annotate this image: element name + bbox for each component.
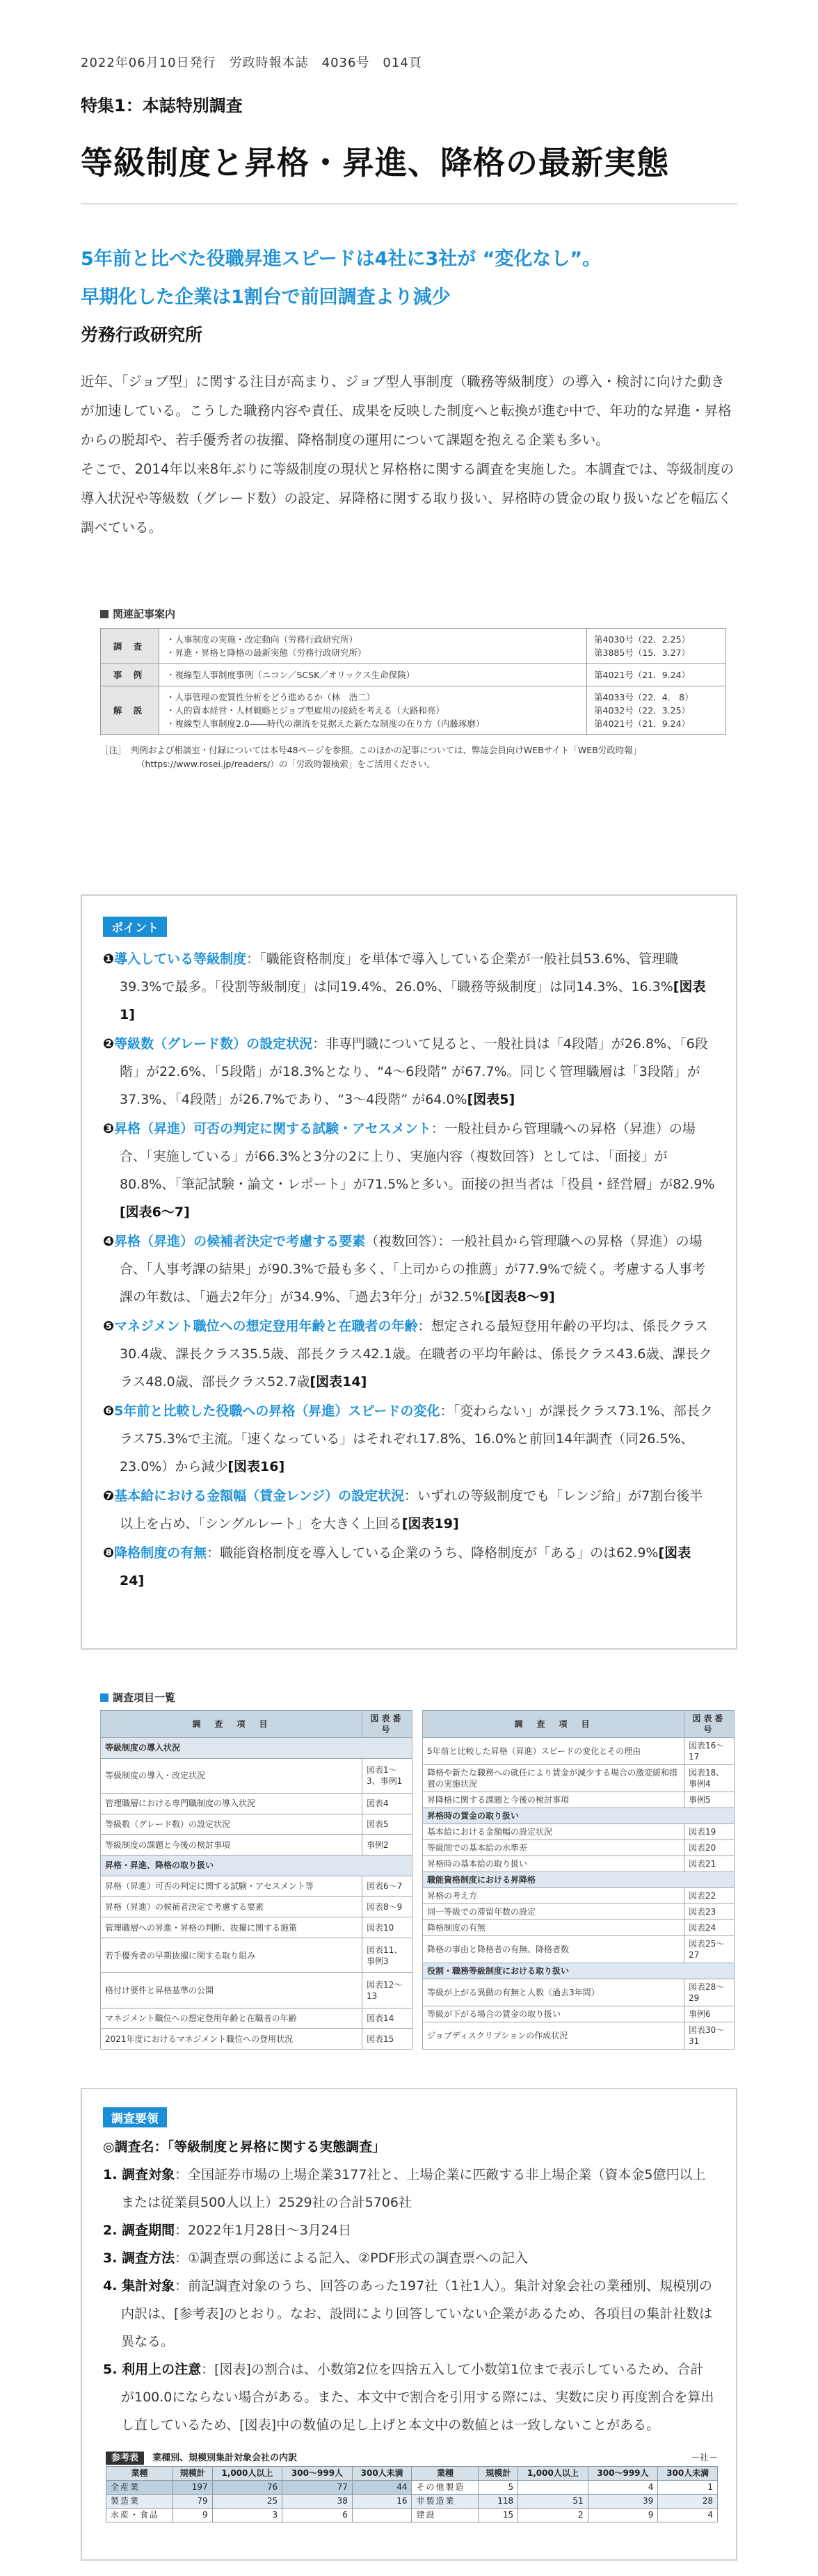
survey-item-row bbox=[101, 1876, 412, 1897]
reference-value: 28 bbox=[658, 2495, 718, 2509]
survey-figure-no: 図表21 bbox=[684, 1856, 735, 1872]
reference-value: 25 bbox=[212, 2495, 282, 2509]
point-number: ❸ bbox=[103, 1121, 115, 1136]
reference-row bbox=[106, 2481, 718, 2495]
survey-item-row bbox=[423, 1856, 735, 1872]
survey-items-title: 調査項目一覧 bbox=[100, 1690, 735, 1705]
survey-item: マネジメント職位への想定登用年齢と在職者の年齢 bbox=[101, 2008, 362, 2029]
point-figure-ref: [図表19] bbox=[401, 1516, 459, 1531]
point-text: （複数回答）：一般社員から管理職への昇格（昇進）の場合、「人事考課の結果」が90.3%で最も多く、「上司からの推薦」が77.9%で続く。考慮する人事考課の年数は、「過去2年分」が34.9%、「過去3年分」が32.5% bbox=[120, 1234, 705, 1305]
related-refs bbox=[587, 664, 726, 686]
survey-item-row bbox=[101, 1917, 412, 1938]
reference-value bbox=[352, 2509, 412, 2522]
reference-label: 全産業 bbox=[106, 2481, 173, 2495]
reference-label: 製造業 bbox=[106, 2495, 173, 2509]
survey-item-row bbox=[101, 1794, 412, 1814]
points-list bbox=[103, 945, 715, 1595]
survey-section-heading: 昇格時の賃金の取り扱い bbox=[423, 1808, 735, 1824]
survey-item-row bbox=[101, 2008, 412, 2029]
related-ref: 第4021号（21．9.24） bbox=[594, 718, 691, 729]
survey-item-row bbox=[423, 2006, 735, 2022]
square-icon bbox=[100, 1693, 109, 1702]
point-item bbox=[103, 1227, 715, 1311]
survey-item-row bbox=[423, 1888, 735, 1904]
reference-header: 業種 bbox=[106, 2467, 173, 2481]
survey-item-row bbox=[423, 2022, 735, 2050]
survey-item-row bbox=[423, 1792, 735, 1808]
related-items bbox=[159, 664, 587, 686]
outline-item bbox=[103, 2161, 715, 2216]
reference-value: 118 bbox=[479, 2495, 518, 2509]
survey-item-row bbox=[101, 1855, 412, 1876]
survey-item-row bbox=[423, 1808, 735, 1824]
survey-section-heading: 昇格・昇進、降格の取り扱い bbox=[101, 1855, 412, 1876]
survey-item: 5年前と比較した昇格（昇進）スピードの変化とその理由 bbox=[423, 1738, 684, 1765]
point-figure-ref: [図表8〜9] bbox=[484, 1289, 555, 1305]
survey-item: 基本給における金額幅の設定状況 bbox=[423, 1824, 684, 1840]
point-heading: 昇格（昇進）可否の判定に関する試験・アセスメント bbox=[114, 1121, 431, 1136]
outline-item-label: 集計対象 bbox=[122, 2278, 175, 2294]
survey-figure-no: 図表22 bbox=[684, 1888, 735, 1904]
survey-item: 格付け要件と昇格基準の公開 bbox=[101, 1973, 362, 2008]
outline-item-number: 5. bbox=[103, 2362, 122, 2377]
points-box bbox=[81, 894, 737, 1650]
outline-item-number: 2. bbox=[103, 2223, 122, 2238]
survey-items-table-right bbox=[422, 1710, 735, 2050]
intro-paragraph-1: 近年、「ジョブ型」に関する注目が高まり、ジョブ型人事制度（職務等級制度）の導入・検討に向けた動きが加速している。こうした職務内容や責任、成果を反映した制度へと転換が進む中で、年功的な昇進・昇格からの脱却や、若手優秀者の抜擢、降格制度の運用について課題を抱える企業も多い。 bbox=[81, 373, 732, 448]
point-text: ：非専門職について見ると、一般社員は「4段階」が26.8%、「6段階」が22.6%、「5段階」が18.3%となり、“4〜6段階” が67.7%。同じく管理職層は「3段階」が37.3%、「4段階」が26.7%であり、“3〜4段階” が64.0% bbox=[120, 1036, 708, 1107]
reference-value: 51 bbox=[518, 2495, 588, 2509]
point-number: ❻ bbox=[103, 1403, 115, 1419]
survey-figure-no: 事例5 bbox=[684, 1792, 735, 1808]
outline-item bbox=[103, 2244, 715, 2272]
col-header-fig: 図表番号 bbox=[684, 1711, 735, 1738]
reference-value: 16 bbox=[352, 2495, 412, 2509]
reference-label: 建設 bbox=[412, 2509, 479, 2522]
related-ref: 第4021号（21．9.24） bbox=[594, 670, 691, 680]
survey-item-row bbox=[423, 1963, 735, 1979]
reference-value: 5 bbox=[479, 2481, 518, 2495]
survey-item: 2021年度におけるマネジメント職位への登用状況 bbox=[101, 2029, 362, 2050]
reference-value bbox=[518, 2481, 588, 2495]
survey-item-row bbox=[423, 1979, 735, 2006]
point-heading: マネジメント職位への想定登用年齢と在職者の年齢 bbox=[114, 1319, 418, 1334]
related-note: ［注］ 判例および相談室・付録については本号48ページを参照。このほかの記事については、弊誌会員向けWEBサイト「WEB労政時報」（https://www.rosei.jp/readers/）の「労政時報検索」をご活用ください。 bbox=[100, 745, 642, 769]
related-articles bbox=[100, 606, 726, 771]
survey-item-row bbox=[101, 1738, 412, 1759]
outline-item bbox=[103, 2216, 715, 2244]
point-item bbox=[103, 1030, 715, 1113]
point-number: ❼ bbox=[103, 1488, 115, 1504]
survey-figure-no: 図表20 bbox=[684, 1840, 735, 1856]
points-badge: ポイント bbox=[103, 917, 167, 937]
survey-item-row bbox=[423, 1840, 735, 1856]
survey-figure-no: 図表15 bbox=[362, 2029, 412, 2050]
lead-subheadline: 早期化した企業は1割台で前回調査より減少 bbox=[81, 287, 451, 308]
survey-item: 等級が下がる場合の賃金の取り扱い bbox=[423, 2006, 684, 2022]
survey-figure-no: 図表4 bbox=[362, 1794, 412, 1814]
survey-item: 等級制度の導入・改定状況 bbox=[101, 1758, 362, 1793]
reference-value: 9 bbox=[588, 2509, 658, 2522]
survey-item: 降格制度の有無 bbox=[423, 1920, 684, 1936]
reference-value: 76 bbox=[212, 2481, 282, 2495]
point-heading: 等級数（グレード数）の設定状況 bbox=[114, 1036, 313, 1052]
point-text: ：想定される最短登用年齢の平均は、係長クラス30.4歳、課長クラス35.5歳、部長クラス42.1歳。在職者の平均年齢は、係長クラス43.6歳、課長クラス48.0歳、部長クラス52.7歳 bbox=[120, 1319, 712, 1390]
survey-item-row bbox=[423, 1920, 735, 1936]
point-figure-ref: [図表6〜7] bbox=[120, 1205, 190, 1220]
related-items bbox=[159, 686, 587, 735]
reference-value: 2 bbox=[518, 2509, 588, 2522]
survey-item: 昇格の考え方 bbox=[423, 1888, 684, 1904]
outline-item-label: 調査方法 bbox=[122, 2251, 175, 2266]
square-icon bbox=[100, 610, 109, 618]
reference-header: 300人未満 bbox=[352, 2467, 412, 2481]
publication-meta: 2022年06月10日発行 労政時報本誌 4036号 014頁 bbox=[81, 56, 422, 70]
reference-label: その他製造 bbox=[412, 2481, 479, 2495]
reference-label: 水産・食品 bbox=[106, 2509, 173, 2522]
survey-figure-no: 図表14 bbox=[362, 2008, 412, 2029]
related-item: ・昇進・昇格と降格の最新実態（労務行政研究所） bbox=[166, 647, 367, 658]
reference-table bbox=[106, 2450, 718, 2522]
outline-item-text: ：全国証券市場の上場企業3177社と、上場企業に匹敵する非上場企業（資本金5億円以上または従業員500人以上）2529社の合計5706社 bbox=[121, 2167, 706, 2210]
survey-figure-no: 事例2 bbox=[362, 1835, 412, 1855]
survey-figure-no: 図表18、事例4 bbox=[684, 1765, 735, 1792]
survey-figure-no: 図表1〜3、事例1 bbox=[362, 1758, 412, 1793]
point-figure-ref: [図表16] bbox=[227, 1459, 285, 1474]
reference-header: 業種 bbox=[412, 2467, 479, 2481]
point-heading: 昇格（昇進）の候補者決定で考慮する要素 bbox=[114, 1234, 366, 1249]
author: 労務行政研究所 bbox=[81, 325, 203, 345]
survey-figure-no: 図表11、事例3 bbox=[362, 1938, 412, 1972]
point-number: ❹ bbox=[103, 1234, 115, 1249]
related-ref: 第3885号（15．3.27） bbox=[594, 647, 691, 658]
related-item: ・複線型人事制度事例（ニコン／SCSK／オリックス生命保険） bbox=[166, 670, 415, 680]
survey-item: 降格の事由と降格者の有無、降格者数 bbox=[423, 1936, 684, 1963]
lead-headline: 5年前と比べた役職昇進スピードは4社に3社が “変化なし”。 bbox=[81, 248, 602, 270]
survey-item: 等級数（グレード数）の設定状況 bbox=[101, 1814, 362, 1835]
reference-row bbox=[106, 2495, 718, 2509]
survey-item: 若手優秀者の早期抜擢に関する取り組み bbox=[101, 1938, 362, 1972]
title-divider bbox=[81, 203, 737, 204]
point-number: ❷ bbox=[103, 1036, 115, 1052]
related-ref: 第4032号（22．3.25） bbox=[594, 705, 691, 716]
point-text: ：「職能資格制度」を単体で導入している企業が一般社員53.6%、管理職39.3%で最多。「役割等級制度」は同19.4%、26.0%、「職務等級制度」は同14.3%、16.3% bbox=[120, 951, 678, 995]
survey-item: 昇格（昇進）の候補者決定で考慮する要素 bbox=[101, 1897, 362, 1917]
related-ref: 第4030号（22．2.25） bbox=[594, 634, 691, 645]
reference-value: 4 bbox=[658, 2509, 718, 2522]
point-text: ：いずれの等級制度でも「レンジ給」が7割台後半以上を占め、「シングルレート」を大きく上回る bbox=[120, 1488, 703, 1531]
survey-figure-no: 図表23 bbox=[684, 1904, 735, 1920]
related-category: 解 説 bbox=[101, 686, 159, 735]
point-item bbox=[103, 1115, 715, 1226]
survey-figure-no: 図表10 bbox=[362, 1917, 412, 1938]
point-item bbox=[103, 1482, 715, 1538]
reference-data-table bbox=[106, 2466, 718, 2522]
outline-item-number: 3. bbox=[103, 2251, 122, 2266]
survey-item-row bbox=[423, 1824, 735, 1840]
outline-item bbox=[103, 2272, 715, 2356]
survey-item-row bbox=[423, 1904, 735, 1920]
point-figure-ref: [図表5] bbox=[467, 1092, 515, 1107]
reference-value: 3 bbox=[212, 2509, 282, 2522]
survey-figure-no: 図表28〜29 bbox=[684, 1979, 735, 2006]
survey-item-row bbox=[101, 1758, 412, 1793]
col-header-item: 調 査 項 目 bbox=[423, 1711, 684, 1738]
survey-figure-no: 図表19 bbox=[684, 1824, 735, 1840]
point-text: ：「変わらない」が課長クラス73.1%、部長クラス75.3%で主流。「速くなっている」はそれぞれ17.8%、16.0%と前回14年調査（同26.5%、23.0%）から減少 bbox=[120, 1403, 713, 1474]
point-figure-ref: [図表24] bbox=[120, 1545, 691, 1588]
related-articles-title: 関連記事案内 bbox=[100, 606, 726, 621]
reference-unit: －社－ bbox=[690, 2453, 718, 2463]
related-item: ・複線型人事制度2.0――時代の潮流を見据えた新たな制度の在り方（内藤琢磨） bbox=[166, 718, 485, 729]
related-item: ・人的資本経営・人材戦略とジョブ型雇用の接続を考える（大路和亮） bbox=[166, 705, 444, 716]
survey-item: 同一等級での滞留年数の設定 bbox=[423, 1904, 684, 1920]
reference-header: 1,000人以上 bbox=[212, 2467, 282, 2481]
point-number: ❽ bbox=[103, 1545, 115, 1561]
reference-value: 6 bbox=[282, 2509, 353, 2522]
outline-badge: 調査要領 bbox=[103, 2107, 167, 2127]
reference-header: 300〜999人 bbox=[588, 2467, 658, 2481]
survey-figure-no: 事例6 bbox=[684, 2006, 735, 2022]
survey-item-row bbox=[101, 1973, 412, 2008]
reference-header: 300人未満 bbox=[658, 2467, 718, 2481]
related-item: ・人事管理の変質性分析をどう進めるか（林 浩二） bbox=[166, 692, 376, 702]
related-row bbox=[101, 686, 726, 735]
reference-title: 業種別、規模別集計対象会社の内訳 bbox=[152, 2453, 298, 2463]
reference-row bbox=[106, 2509, 718, 2522]
survey-item-row bbox=[423, 1738, 735, 1765]
related-category: 事 例 bbox=[101, 664, 159, 686]
survey-figure-no: 図表24 bbox=[684, 1920, 735, 1936]
survey-items bbox=[100, 1690, 735, 2050]
survey-figure-no: 図表6〜7 bbox=[362, 1876, 412, 1897]
reference-value: 38 bbox=[282, 2495, 353, 2509]
reference-label: 非製造業 bbox=[412, 2495, 479, 2509]
reference-value: 4 bbox=[588, 2481, 658, 2495]
survey-item: 等級間での基本給の水準差 bbox=[423, 1840, 684, 1856]
outline-item-number: 1. bbox=[103, 2167, 122, 2182]
survey-item-row bbox=[101, 1814, 412, 1835]
col-header-fig: 図表番号 bbox=[362, 1711, 412, 1738]
outline-item-text: ：前記調査対象のうち、回答のあった197社（1社1人）。集計対象会社の業種別、規模別の内訳は、[参考表]のとおり。なお、設問により回答していない企業があるため、各項目の集計社数は異なる。 bbox=[121, 2278, 713, 2349]
survey-item-row bbox=[423, 1936, 735, 1963]
reference-value: 79 bbox=[173, 2495, 212, 2509]
outline-item-text: ：2022年1月28日〜3月24日 bbox=[175, 2223, 351, 2238]
point-item bbox=[103, 1397, 715, 1481]
point-item bbox=[103, 1539, 715, 1595]
reference-value: 9 bbox=[173, 2509, 212, 2522]
survey-figure-no: 図表8〜9 bbox=[362, 1897, 412, 1917]
point-item bbox=[103, 945, 715, 1029]
survey-item-row bbox=[101, 1897, 412, 1917]
survey-section-heading: 等級制度の導入状況 bbox=[101, 1738, 412, 1759]
related-row bbox=[101, 664, 726, 686]
survey-item: 昇格時の基本給の取り扱い bbox=[423, 1856, 684, 1872]
related-refs bbox=[587, 629, 726, 664]
survey-item: ジョブディスクリプションの作成状況 bbox=[423, 2022, 684, 2050]
related-row bbox=[101, 629, 726, 664]
reference-value: 15 bbox=[479, 2509, 518, 2522]
reference-header: 1,000人以上 bbox=[518, 2467, 588, 2481]
point-heading: 降格制度の有無 bbox=[114, 1545, 207, 1561]
related-refs bbox=[587, 686, 726, 735]
survey-figure-no: 図表12〜13 bbox=[362, 1973, 412, 2008]
reference-header: 規模計 bbox=[173, 2467, 212, 2481]
outline-item-label: 利用上の注意 bbox=[122, 2362, 202, 2377]
reference-value: 197 bbox=[173, 2481, 212, 2495]
survey-items-table-left bbox=[100, 1710, 412, 2050]
survey-item-row bbox=[101, 1835, 412, 1855]
related-ref: 第4033号（22．4． 8） bbox=[594, 692, 693, 702]
related-item: ・人事制度の実施・改定動向（労務行政研究所） bbox=[166, 634, 358, 645]
outline-item-label: 調査期間 bbox=[122, 2223, 175, 2238]
survey-item-row bbox=[101, 1938, 412, 1972]
point-number: ❺ bbox=[103, 1319, 115, 1334]
survey-figure-no: 図表16〜17 bbox=[684, 1738, 735, 1765]
survey-item: 降格や新たな職務への就任により賃金が減少する場合の激変緩和措置の実施状況 bbox=[423, 1765, 684, 1792]
related-category: 調 査 bbox=[101, 629, 159, 664]
point-figure-ref: [図表1] bbox=[120, 979, 706, 1022]
intro-text bbox=[81, 367, 737, 542]
outline-item bbox=[103, 2356, 715, 2439]
survey-item-row bbox=[423, 1765, 735, 1792]
reference-tag: 参考表 bbox=[106, 2452, 144, 2465]
reference-header: 規模計 bbox=[479, 2467, 518, 2481]
outline-item-text: ：①調査票の郵送による記入、②PDF形式の調査票への記入 bbox=[175, 2251, 529, 2266]
outline-item-label: 調査対象 bbox=[122, 2167, 175, 2182]
reference-value: 39 bbox=[588, 2495, 658, 2509]
reference-value: 1 bbox=[658, 2481, 718, 2495]
point-item bbox=[103, 1312, 715, 1396]
survey-section-heading: 役割・職務等級制度における取り扱い bbox=[423, 1963, 735, 1979]
reference-header: 300〜999人 bbox=[282, 2467, 353, 2481]
survey-item-row bbox=[423, 1872, 735, 1888]
related-articles-table bbox=[100, 628, 726, 735]
survey-figure-no: 図表30〜31 bbox=[684, 2022, 735, 2050]
related-items bbox=[159, 629, 587, 664]
point-text: ：職能資格制度を導入している企業のうち、降格制度が「ある」のは62.9% bbox=[207, 1545, 659, 1561]
outline-items bbox=[103, 2161, 715, 2439]
point-heading: 導入している等級制度 bbox=[114, 951, 247, 967]
survey-item: 昇格（昇進）可否の判定に関する試験・アセスメント等 bbox=[101, 1876, 362, 1897]
survey-item: 管理職層への昇進・昇格の判断、抜擢に関する施策 bbox=[101, 1917, 362, 1938]
survey-item: 昇降格に関する課題と今後の検討事項 bbox=[423, 1792, 684, 1808]
intro-paragraph-2: そこで、2014年以来8年ぶりに等級制度の現状と昇格格に関する調査を実施した。本調査では、等級制度の導入状況や等級数（グレード数）の設定、昇降格に関する取り扱い、昇格時の賃金の取り扱いなどを幅広く調べている。 bbox=[81, 461, 735, 536]
col-header-item: 調 査 項 目 bbox=[101, 1711, 362, 1738]
article-title: 等級制度と昇格・昇進、降格の最新実態 bbox=[81, 144, 669, 182]
survey-item: 管理職層における専門職制度の導入状況 bbox=[101, 1794, 362, 1814]
section-label: 特集1：本誌特別調査 bbox=[81, 96, 243, 115]
survey-section-heading: 職能資格制度における昇降格 bbox=[423, 1872, 735, 1888]
outline-item-number: 4. bbox=[103, 2278, 122, 2294]
point-figure-ref: [図表14] bbox=[310, 1374, 367, 1390]
reference-value: 77 bbox=[282, 2481, 353, 2495]
survey-figure-no: 図表5 bbox=[362, 1814, 412, 1835]
survey-item-row bbox=[101, 2029, 412, 2050]
survey-item: 等級が上がる異動の有無と人数（過去3年間） bbox=[423, 1979, 684, 2006]
point-text: ：一般社員から管理職への昇格（昇進）の場合、「実施している」が66.3%と3分の2に上り、実施内容（複数回答）としては、「面接」が80.8%、「筆記試験・論文・レポート」が71.5%と多い。面接の担当者は「役員・経営層」が82.9% bbox=[120, 1121, 715, 1192]
point-heading: 5年前と比較した役職への昇格（昇進）スピードの変化 bbox=[114, 1403, 440, 1419]
point-number: ❶ bbox=[103, 951, 115, 967]
outline-item-text: ：[図表]の割合は、小数第2位を四捨五入して小数第1位まで表示しているため、合計が100.0にならない場合がある。また、本文中で割合を引用する際には、実数に戻り再度割合を算出し直しているため、[図表]中の数値の足し上げと本文中の数値とは一致しないことがある。 bbox=[121, 2362, 714, 2433]
survey-item: 等級制度の課題と今後の検討事項 bbox=[101, 1835, 362, 1855]
survey-name: ◎調査名：「等級制度と昇格に関する実態調査」 bbox=[103, 2139, 386, 2155]
point-heading: 基本給における金額幅（賃金レンジ）の設定状況 bbox=[114, 1488, 405, 1504]
reference-value: 44 bbox=[352, 2481, 412, 2495]
survey-figure-no: 図表25〜27 bbox=[684, 1936, 735, 1963]
survey-outline-box bbox=[81, 2088, 737, 2561]
